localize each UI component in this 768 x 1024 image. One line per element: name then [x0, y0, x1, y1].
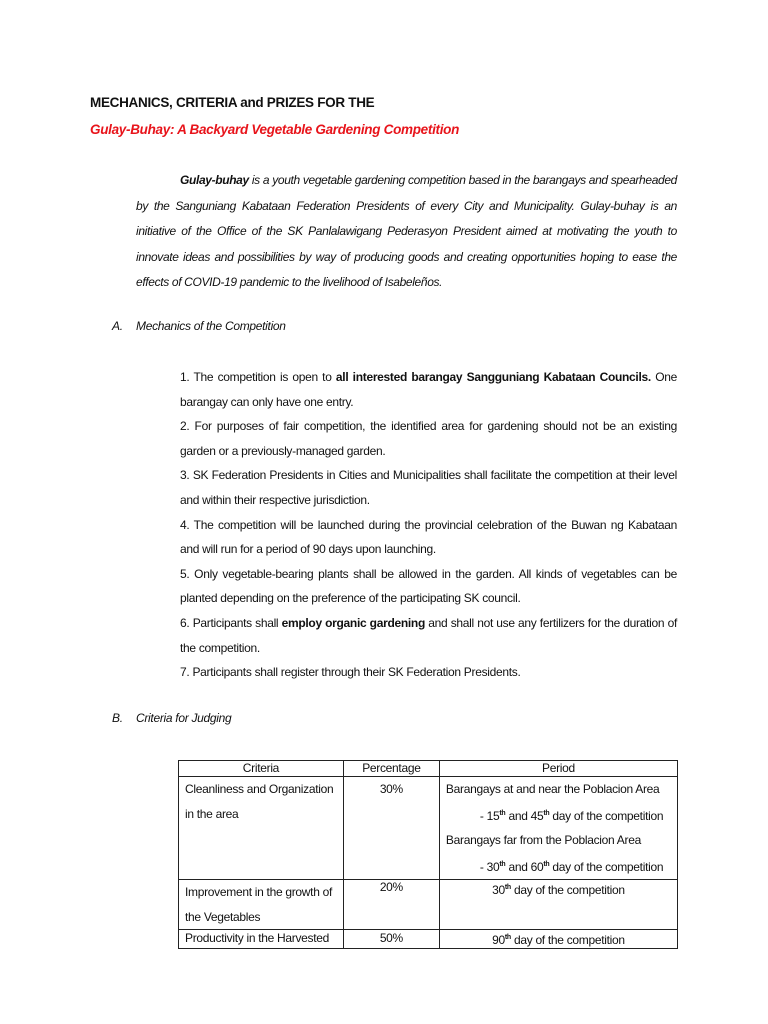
- cell-text: [446, 802, 671, 829]
- section-b-title: Criteria for Judging: [136, 711, 232, 725]
- intro-lead: Gulay-buhay: [180, 173, 249, 187]
- day-text: day of the competition: [549, 859, 664, 874]
- day-number: - 30: [479, 859, 500, 874]
- ordinal-suffix: th: [499, 809, 506, 817]
- ordinal-suffix: th: [499, 860, 506, 868]
- cell-text: in the area: [185, 806, 239, 821]
- period-cell: [439, 777, 677, 880]
- mechanics-text: 6. Participants shall: [180, 615, 282, 630]
- day-number: and 45: [505, 808, 544, 823]
- column-header: Percentage: [343, 761, 439, 777]
- intro-text: is a youth vegetable gardening competition based in the barangays and spearheaded by the Sanguniang Kabataan Federation Presidents of every City and Municipality. Gulay-buhay is an initiative of the Office of the SK Panlalawigang Pederasyon President aimed at motivating the youth to innovate ideas and possibilities by way of producing goods and creating opportunities hoping to ease the effects of COVID-19 pandemic to the livelihood of Isabeleños.: [136, 173, 677, 289]
- cell-text: Improvement in the growth of: [185, 885, 333, 899]
- cell-text: the Vegetables: [185, 909, 261, 924]
- column-header: Criteria: [179, 761, 344, 777]
- mechanics-text: and shall not use any fertilizers for the duration of the competition.: [180, 615, 677, 655]
- day-number: and 60: [505, 859, 544, 874]
- ordinal-suffix: th: [504, 934, 511, 941]
- cell-text: Productivity in the Harvested: [185, 931, 330, 945]
- table-row: [179, 777, 678, 880]
- table-row: [179, 880, 678, 930]
- cell-text: [446, 853, 671, 880]
- page-subtitle: Gulay-Buhay: A Backyard Vegetable Gardening Competition: [90, 122, 460, 137]
- mechanics-text: 7. Participants shall register through their SK Federation Presidents.: [180, 665, 521, 680]
- mechanics-item: [180, 660, 677, 685]
- day-text: day of the competition: [510, 933, 625, 947]
- intro-paragraph: [136, 168, 677, 296]
- mechanics-text: One barangay can only have one entry.: [180, 370, 677, 409]
- percentage-cell: 50%: [343, 930, 439, 949]
- criteria-cell: [179, 880, 344, 930]
- day-number: 30: [492, 883, 505, 897]
- period-cell: [439, 880, 677, 930]
- cell-text: Cleanliness and Organization: [185, 782, 334, 796]
- cell-text: Barangays at and near the Poblacion Area: [445, 782, 660, 796]
- column-header: Period: [439, 761, 677, 777]
- section-a-heading: [112, 319, 286, 333]
- mechanics-text: 5. Only vegetable-bearing plants shall be allowed in the garden. All kinds of vegetables can be planted depending on the preference of the participating SK council.: [180, 566, 677, 606]
- percentage-cell: 20%: [343, 880, 439, 930]
- mechanics-text: 1. The competition is open to: [180, 370, 336, 384]
- mechanics-emphasis: all interested barangay Sangguniang Kabataan Councils.: [335, 370, 651, 384]
- mechanics-list: [180, 365, 677, 685]
- day-text: day of the competition: [549, 808, 664, 823]
- page-title: MECHANICS, CRITERIA and PRIZES FOR THE: [90, 95, 375, 110]
- day-number: - 15: [479, 808, 500, 823]
- mechanics-text: 3. SK Federation Presidents in Cities and Municipalities shall facilitate the competition at their level and within their respective jurisdiction.: [180, 468, 677, 507]
- ordinal-suffix: th: [543, 809, 550, 817]
- cell-text: Barangays far from the Poblacion Area: [445, 833, 641, 847]
- mechanics-item: [180, 562, 677, 611]
- section-b-label: B.: [112, 711, 123, 725]
- period-cell: [439, 930, 677, 949]
- day-text: day of the competition: [510, 883, 625, 897]
- section-a-label: A.: [112, 319, 123, 333]
- mechanics-text: 4. The competition will be launched during the provincial celebration of the Buwan ng Kabataan and will run for a period of 90 days upon launching.: [180, 517, 677, 557]
- mechanics-item: [180, 611, 677, 660]
- ordinal-suffix: th: [543, 860, 550, 868]
- criteria-table: [178, 760, 678, 949]
- mechanics-item: [180, 414, 677, 463]
- mechanics-text: 2. For purposes of fair competition, the identified area for gardening should not be an existing garden or a previously-managed garden.: [180, 419, 677, 458]
- table-header-row: [179, 761, 678, 777]
- ordinal-suffix: th: [504, 884, 511, 891]
- mechanics-item: [180, 365, 677, 414]
- section-a-title: Mechanics of the Competition: [136, 319, 286, 333]
- criteria-cell: [179, 930, 344, 949]
- mechanics-item: [180, 513, 677, 562]
- mechanics-item: [180, 463, 677, 512]
- day-number: 90: [492, 933, 505, 947]
- mechanics-emphasis: employ organic gardening: [281, 615, 425, 630]
- table-row: [179, 930, 678, 949]
- criteria-cell: [179, 777, 344, 880]
- section-b-heading: [112, 711, 231, 725]
- percentage-cell: 30%: [343, 777, 439, 880]
